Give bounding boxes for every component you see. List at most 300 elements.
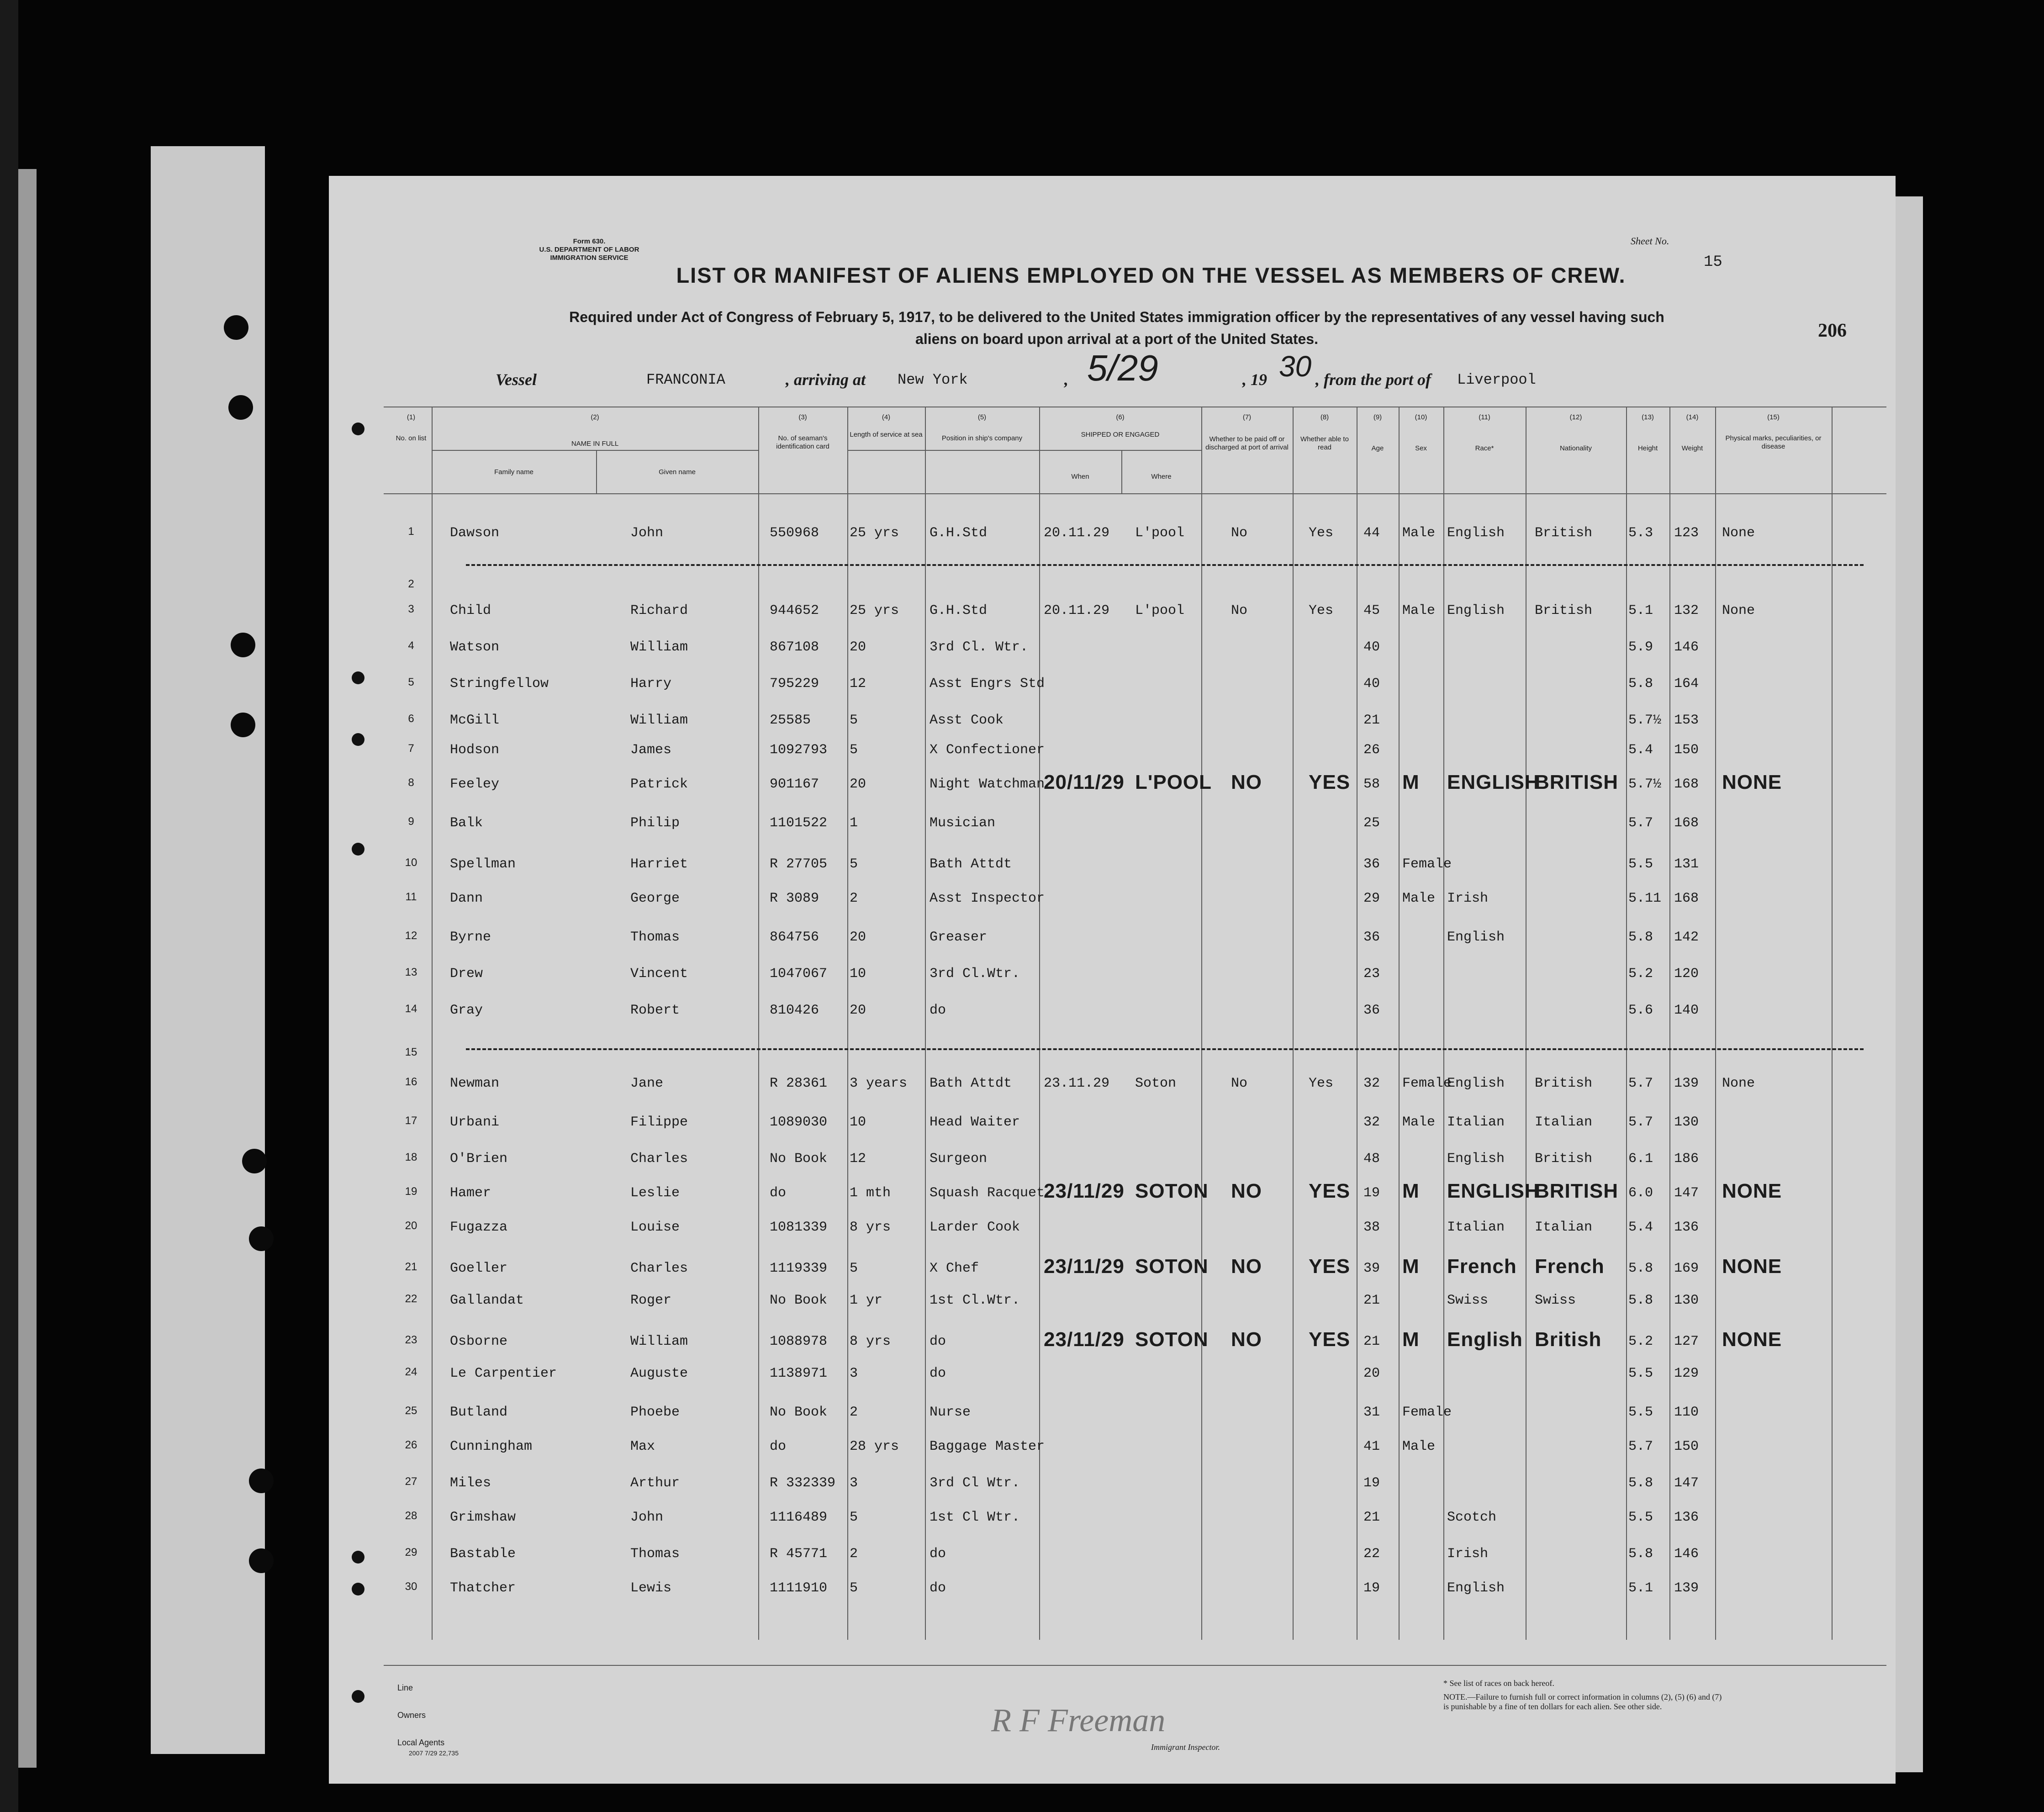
cell-given: Robert <box>630 1003 680 1018</box>
table-row <box>329 578 1896 596</box>
cell-card: R 27705 <box>770 856 828 872</box>
cell-weight: 130 <box>1674 1293 1699 1308</box>
cell-sex: M <box>1402 771 1420 793</box>
cell-height: 5.3 <box>1628 525 1653 541</box>
col-num: (14) <box>1686 413 1699 421</box>
arriving-port: New York <box>898 371 968 388</box>
cell-weight: 123 <box>1674 525 1699 541</box>
col-head-weight <box>1669 413 1715 453</box>
punch-hole <box>352 1690 364 1703</box>
cell-position: do <box>930 1580 946 1596</box>
cell-card: 1092793 <box>770 742 828 758</box>
cell-position: Asst Inspector <box>930 891 1045 906</box>
cell-sex: Male <box>1402 603 1436 618</box>
cell-nationality: British <box>1535 525 1593 541</box>
cell-height: 5.1 <box>1628 1580 1653 1596</box>
col-label: SHIPPED OR ENGAGED <box>1081 431 1160 438</box>
cell-weight: 139 <box>1674 1076 1699 1091</box>
cell-age: 32 <box>1363 1115 1380 1130</box>
cell-card: R 332339 <box>770 1475 836 1491</box>
binding-hole <box>231 633 255 657</box>
col-head-where: Where <box>1151 473 1172 481</box>
cell-age: 36 <box>1363 930 1380 945</box>
cell-age: 58 <box>1363 777 1380 792</box>
cell-marks: NONE <box>1722 771 1782 793</box>
col-label: Race* <box>1475 444 1494 452</box>
cell-given: Patrick <box>630 777 688 792</box>
cell-family: Hodson <box>450 742 500 758</box>
col-label: Nationality <box>1559 444 1592 452</box>
cell-position: Bath Attdt <box>930 1076 1012 1091</box>
cell-nationality: British <box>1535 1151 1593 1167</box>
table-row <box>329 1046 1896 1064</box>
col-label: Length of service at sea <box>850 431 923 438</box>
binding-hole <box>249 1548 274 1573</box>
cell-given: Phoebe <box>630 1405 680 1420</box>
cell-position: do <box>930 1334 946 1349</box>
table-row <box>329 966 1896 984</box>
form-number <box>521 238 658 262</box>
cell-family: Bastable <box>450 1546 516 1562</box>
cell-no: 27 <box>405 1475 417 1488</box>
table-row <box>329 1220 1896 1238</box>
cell-given: Auguste <box>630 1366 688 1381</box>
penalty-note <box>1443 1692 1722 1712</box>
cell-given: Max <box>630 1439 655 1454</box>
cell-given: Philip <box>630 815 680 831</box>
cell-age: 48 <box>1363 1151 1380 1167</box>
cell-service: 3 <box>850 1475 858 1491</box>
from-port: Liverpool <box>1457 371 1536 388</box>
cell-no: 22 <box>405 1293 417 1305</box>
cell-paid-off: NO <box>1231 1328 1262 1351</box>
manifest-title: LIST OR MANIFEST OF ALIENS EMPLOYED ON THE VESSEL AS MEMBERS OF CREW. <box>676 263 1626 287</box>
cell-read: Yes <box>1309 525 1334 541</box>
cell-no: 1 <box>408 525 414 538</box>
col-head-shipped <box>1039 413 1201 439</box>
cell-position: 3rd Cl.Wtr. <box>930 966 1020 982</box>
cell-card: R 3089 <box>770 891 819 906</box>
cell-service: 25 yrs <box>850 603 899 618</box>
cell-service: 25 yrs <box>850 525 899 541</box>
cell-no: 7 <box>408 742 414 755</box>
cell-family: Feeley <box>450 777 500 792</box>
cell-no: 11 <box>405 891 417 903</box>
cell-nationality: Swiss <box>1535 1293 1576 1308</box>
cell-card: 1119339 <box>770 1261 828 1276</box>
cell-weight: 146 <box>1674 1546 1699 1562</box>
cell-given: William <box>630 1334 688 1349</box>
arriving-label: , arriving at <box>786 370 866 389</box>
form-line: IMMIGRATION SERVICE <box>550 254 629 262</box>
inspector-signature: R F Freeman <box>991 1702 1166 1738</box>
cell-position: 1st Cl Wtr. <box>930 1510 1020 1525</box>
cell-position: Greaser <box>930 930 988 945</box>
cell-when: 20.11.29 <box>1044 603 1110 618</box>
cell-card: 1111910 <box>770 1580 828 1596</box>
binding-hole <box>249 1226 274 1251</box>
cell-no: 29 <box>405 1546 417 1558</box>
scan-edge-left <box>0 0 18 1812</box>
cell-weight: 153 <box>1674 713 1699 728</box>
cell-family: Urbani <box>450 1115 500 1130</box>
cell-family: Osborne <box>450 1334 508 1349</box>
cell-weight: 146 <box>1674 639 1699 655</box>
table-row <box>329 771 1896 795</box>
cell-race: Italian <box>1447 1115 1505 1130</box>
cell-height: 5.4 <box>1628 742 1653 758</box>
col-head-nationality <box>1526 413 1626 453</box>
cell-when: 23/11/29 <box>1044 1255 1125 1278</box>
cell-position: Bath Attdt <box>930 856 1012 872</box>
cell-position: do <box>930 1546 946 1562</box>
cell-card: No Book <box>770 1151 828 1167</box>
cell-no: 21 <box>405 1261 417 1273</box>
cell-family: Spellman <box>450 856 516 872</box>
cell-given: William <box>630 639 688 655</box>
cell-age: 19 <box>1363 1185 1380 1201</box>
cell-given: Jane <box>630 1076 664 1091</box>
cell-position: Larder Cook <box>930 1220 1020 1235</box>
cell-nationality: British <box>1535 1328 1602 1351</box>
cell-where: SOTON <box>1135 1328 1209 1351</box>
note-line: is punishable by a fine of ten dollars for each alien. See other side. <box>1443 1702 1662 1711</box>
cell-age: 38 <box>1363 1220 1380 1235</box>
cell-when: 20/11/29 <box>1044 771 1125 793</box>
cell-service: 10 <box>850 966 866 982</box>
cell-position: 3rd Cl. Wtr. <box>930 639 1029 655</box>
cell-family: Hamer <box>450 1185 491 1201</box>
cell-sex: M <box>1402 1328 1420 1351</box>
form-line: Form 630. <box>573 238 606 245</box>
cell-given: Vincent <box>630 966 688 982</box>
col-num: (7) <box>1242 413 1252 421</box>
cell-given: Filippe <box>630 1115 688 1130</box>
col-head-race <box>1443 413 1526 453</box>
cell-no: 15 <box>405 1046 417 1058</box>
col-num: (15) <box>1767 413 1780 421</box>
cell-card: 1081339 <box>770 1220 828 1235</box>
cell-position: Asst Engrs Std <box>930 676 1045 692</box>
cell-age: 25 <box>1363 815 1380 831</box>
cell-weight: 147 <box>1674 1475 1699 1491</box>
cell-race: English <box>1447 525 1505 541</box>
cell-sex: Male <box>1402 891 1436 906</box>
cell-where: L'POOL <box>1135 771 1212 793</box>
cell-race: English <box>1447 1328 1523 1351</box>
cell-sex: Male <box>1402 525 1436 541</box>
cell-height: 5.8 <box>1628 1475 1653 1491</box>
form-line: U.S. DEPARTMENT OF LABOR <box>539 246 639 254</box>
cell-no: 30 <box>405 1580 417 1593</box>
cell-age: 21 <box>1363 713 1380 728</box>
cell-no: 13 <box>405 966 417 978</box>
cell-given: Arthur <box>630 1475 680 1491</box>
col-head-sex <box>1399 413 1443 453</box>
binding-strip <box>151 146 265 1754</box>
cell-card: 1089030 <box>770 1115 828 1130</box>
table-row <box>329 815 1896 834</box>
required-notice <box>480 306 1754 350</box>
cell-sex: Female <box>1402 1405 1452 1420</box>
cell-where: SOTON <box>1135 1255 1209 1278</box>
cell-service: 3 <box>850 1366 858 1381</box>
punch-hole <box>352 423 364 435</box>
col-num: (11) <box>1479 413 1490 421</box>
cell-service: 2 <box>850 1405 858 1420</box>
col-head-family: Family name <box>494 468 533 476</box>
cell-weight: 110 <box>1674 1405 1699 1420</box>
cell-position: Squash Racquet <box>930 1185 1045 1201</box>
cell-card: 550968 <box>770 525 819 541</box>
cell-paid-off: No <box>1231 1076 1248 1091</box>
cell-service: 8 yrs <box>850 1334 891 1349</box>
cell-position: G.H.Std <box>930 525 988 541</box>
cell-card: do <box>770 1185 787 1201</box>
row-2-dashed-rule <box>466 564 1864 566</box>
cell-no: 26 <box>405 1439 417 1451</box>
cell-position: X Chef <box>930 1261 979 1276</box>
footer-rule <box>384 1665 1886 1666</box>
sheet-number: 15 <box>1704 254 1722 271</box>
cell-marks: None <box>1722 603 1755 618</box>
cell-position: 1st Cl.Wtr. <box>930 1293 1020 1308</box>
cell-family: Butland <box>450 1405 508 1420</box>
cell-read: YES <box>1309 771 1351 793</box>
cell-age: 31 <box>1363 1405 1380 1420</box>
cell-given: Charles <box>630 1261 688 1276</box>
cell-height: 5.7½ <box>1628 777 1662 792</box>
cell-service: 20 <box>850 639 866 655</box>
col-label: Sex <box>1415 444 1427 452</box>
col-head-card <box>758 413 847 451</box>
page-number: 206 <box>1818 320 1847 341</box>
cell-position: do <box>930 1366 946 1381</box>
cell-no: 2 <box>408 578 414 590</box>
col-head-read <box>1293 413 1357 452</box>
cell-no: 25 <box>405 1405 417 1417</box>
cell-given: Harry <box>630 676 672 692</box>
cell-family: Newman <box>450 1076 500 1091</box>
cell-weight: 168 <box>1674 777 1699 792</box>
cell-height: 5.8 <box>1628 676 1653 692</box>
cell-weight: 136 <box>1674 1510 1699 1525</box>
cell-position: Nurse <box>930 1405 971 1420</box>
cell-service: 8 yrs <box>850 1220 891 1235</box>
table-row <box>329 856 1896 875</box>
manifest-page <box>329 176 1896 1784</box>
cell-card: 1101522 <box>770 815 828 831</box>
cell-paid-off: No <box>1231 525 1248 541</box>
cell-service: 20 <box>850 1003 866 1018</box>
cell-race: ENGLISH <box>1447 1180 1540 1202</box>
arrival-date-handwritten: 5/29 <box>1087 348 1158 388</box>
col-label: Whether able to read <box>1300 435 1349 451</box>
binding-hole <box>249 1469 274 1493</box>
col-head-paid-off <box>1201 413 1293 452</box>
cell-weight: 136 <box>1674 1220 1699 1235</box>
cell-card: 1088978 <box>770 1334 828 1349</box>
cell-given: George <box>630 891 680 906</box>
cell-weight: 186 <box>1674 1151 1699 1167</box>
table-row <box>329 639 1896 658</box>
cell-height: 5.8 <box>1628 1546 1653 1562</box>
cell-when: 23/11/29 <box>1044 1180 1125 1202</box>
cell-age: 29 <box>1363 891 1380 906</box>
table-row <box>329 1328 1896 1352</box>
col-label: Whether to be paid off or discharged at port of arrival <box>1205 435 1289 451</box>
table-row <box>329 1510 1896 1528</box>
cell-height: 5.4 <box>1628 1220 1653 1235</box>
binding-hole <box>242 1149 267 1173</box>
cell-weight: 147 <box>1674 1185 1699 1201</box>
col-head-no <box>395 413 427 443</box>
race-note: * See list of races on back hereof. <box>1443 1679 1554 1688</box>
cell-card: 795229 <box>770 676 819 692</box>
col-num: (3) <box>798 413 807 421</box>
cell-given: John <box>630 525 664 541</box>
cell-marks: NONE <box>1722 1255 1782 1278</box>
cell-no: 3 <box>408 603 414 615</box>
cell-race: English <box>1447 930 1505 945</box>
cell-position: 3rd Cl Wtr. <box>930 1475 1020 1491</box>
cell-height: 5.7 <box>1628 1439 1653 1454</box>
line-label: Line <box>397 1683 413 1692</box>
cell-marks: None <box>1722 1076 1755 1091</box>
cell-card: 867108 <box>770 639 819 655</box>
cell-height: 5.9 <box>1628 639 1653 655</box>
table-row <box>329 1439 1896 1457</box>
cell-family: Fugazza <box>450 1220 508 1235</box>
from-port-label: , from the port of <box>1315 370 1431 389</box>
cell-age: 19 <box>1363 1580 1380 1596</box>
table-row <box>329 1003 1896 1021</box>
cell-height: 5.7½ <box>1628 713 1662 728</box>
col-num: (13) <box>1642 413 1654 421</box>
cell-marks: NONE <box>1722 1180 1782 1202</box>
cell-family: Gallandat <box>450 1293 524 1308</box>
owners-label: Owners <box>397 1711 426 1720</box>
col-head-name <box>432 413 758 448</box>
header-bottom-rule <box>384 493 1886 494</box>
cell-nationality: British <box>1535 603 1593 618</box>
cell-read: YES <box>1309 1180 1351 1202</box>
cell-race: Swiss <box>1447 1293 1489 1308</box>
cell-paid-off: NO <box>1231 771 1262 793</box>
cell-where: L'pool <box>1135 525 1185 541</box>
punch-hole <box>352 843 364 856</box>
cell-family: Le Carpentier <box>450 1366 557 1381</box>
table-row <box>329 1366 1896 1384</box>
cell-card: No Book <box>770 1293 828 1308</box>
cell-weight: 150 <box>1674 1439 1699 1454</box>
cell-position: Musician <box>930 815 996 831</box>
cell-position: Asst Cook <box>930 713 1004 728</box>
cell-family: O'Brien <box>450 1151 508 1167</box>
cell-height: 5.8 <box>1628 1293 1653 1308</box>
cell-read: Yes <box>1309 1076 1334 1091</box>
cell-no: 8 <box>408 777 414 789</box>
cell-sex: M <box>1402 1180 1420 1202</box>
cell-sex: Male <box>1402 1115 1436 1130</box>
cell-age: 22 <box>1363 1546 1380 1562</box>
cell-weight: 132 <box>1674 603 1699 618</box>
cell-family: Cunningham <box>450 1439 533 1454</box>
cell-service: 1 mth <box>850 1185 891 1201</box>
cell-weight: 139 <box>1674 1580 1699 1596</box>
table-row <box>329 742 1896 761</box>
cell-height: 5.2 <box>1628 1334 1653 1349</box>
cell-family: Dann <box>450 891 483 906</box>
cell-marks: None <box>1722 525 1755 541</box>
cell-given: Leslie <box>630 1185 680 1201</box>
note-line: NOTE.—Failure to furnish full or correct information in columns (2), (5) (6) and (7) <box>1443 1692 1722 1701</box>
cell-read: YES <box>1309 1328 1351 1351</box>
cell-no: 19 <box>405 1185 417 1198</box>
vessel-label: Vessel <box>496 370 537 389</box>
cell-height: 5.2 <box>1628 966 1653 982</box>
cell-height: 5.6 <box>1628 1003 1653 1018</box>
cell-weight: 142 <box>1674 930 1699 945</box>
cell-family: Balk <box>450 815 483 831</box>
cell-service: 5 <box>850 742 858 758</box>
col-head-marks <box>1715 413 1832 451</box>
cell-race: Irish <box>1447 1546 1489 1562</box>
cell-family: Byrne <box>450 930 491 945</box>
cell-no: 18 <box>405 1151 417 1163</box>
cell-no: 24 <box>405 1366 417 1378</box>
cell-weight: 168 <box>1674 891 1699 906</box>
table-row <box>329 1115 1896 1133</box>
cell-read: YES <box>1309 1255 1351 1278</box>
col-num: (4) <box>882 413 891 421</box>
cell-family: Goeller <box>450 1261 508 1276</box>
cell-family: Child <box>450 603 491 618</box>
cell-race: Italian <box>1447 1220 1505 1235</box>
col-label: Physical marks, peculiarities, or disease <box>1725 434 1822 450</box>
cell-service: 12 <box>850 676 866 692</box>
cell-no: 14 <box>405 1003 417 1015</box>
cell-height: 5.5 <box>1628 1366 1653 1381</box>
cell-given: Thomas <box>630 930 680 945</box>
col-head-position <box>925 413 1039 443</box>
cell-nationality: BRITISH <box>1535 1180 1618 1202</box>
subhead-rule <box>847 450 1201 451</box>
col-num: (10) <box>1415 413 1427 421</box>
table-row <box>329 603 1896 621</box>
sheet-label: Sheet No. <box>1631 235 1669 247</box>
cell-age: 21 <box>1363 1334 1380 1349</box>
cell-family: Watson <box>450 639 500 655</box>
cell-age: 19 <box>1363 1475 1380 1491</box>
cell-card: 1138971 <box>770 1366 828 1381</box>
col-head-age <box>1357 413 1399 453</box>
cell-no: 23 <box>405 1334 417 1346</box>
col-num: (1) <box>407 413 416 421</box>
cell-race: ENGLISH <box>1447 771 1540 793</box>
cell-family: Drew <box>450 966 483 982</box>
cell-family: Miles <box>450 1475 491 1491</box>
date-comma: , <box>1064 370 1068 389</box>
table-row <box>329 1405 1896 1423</box>
cell-no: 5 <box>408 676 414 688</box>
required-line: Required under Act of Congress of February 5, 1917, to be delivered to the United States immigration officer by the representatives of any vessel having such <box>569 309 1664 325</box>
cell-age: 36 <box>1363 1003 1380 1018</box>
cell-position: Night Watchman <box>930 777 1045 792</box>
cell-service: 12 <box>850 1151 866 1167</box>
cell-no: 20 <box>405 1220 417 1232</box>
cell-nationality: BRITISH <box>1535 771 1618 793</box>
